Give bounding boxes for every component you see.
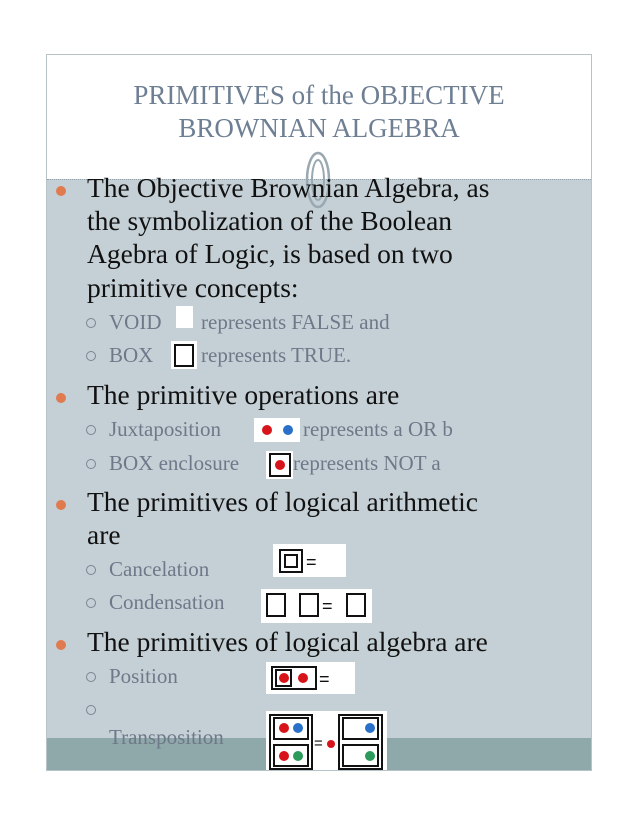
red-dot-icon <box>275 460 285 470</box>
green-dot-icon <box>293 751 303 761</box>
bullet-icon <box>56 500 66 510</box>
red-dot-icon <box>262 425 272 435</box>
bullet-icon <box>56 186 66 196</box>
bullet-4-line-1: The primitives of logical algebra are <box>87 626 488 657</box>
box-text: represents TRUE. <box>201 343 352 367</box>
slide <box>46 54 592 771</box>
juxtaposition-label: Juxtaposition <box>109 417 222 441</box>
condensation-label: Condensation <box>109 590 225 614</box>
bullet-1-line-3: Agebra of Logic, is based on two <box>87 238 453 269</box>
sub-bullet-icon <box>86 351 96 361</box>
equals-sign: = <box>306 552 317 572</box>
juxtaposition-symbol <box>254 418 300 442</box>
sub-bullet-icon <box>86 425 96 435</box>
bullet-icon <box>56 640 66 650</box>
bullet-3-line-2: are <box>87 519 121 550</box>
box-symbol <box>174 344 194 367</box>
position-label: Position <box>109 664 178 688</box>
void-label: VOID <box>109 310 162 334</box>
green-dot-icon <box>365 751 375 761</box>
bullet-1-line-4: primitive concepts: <box>87 272 299 303</box>
inner-box-icon <box>284 554 298 568</box>
bullet-2-line-1: The primitive operations are <box>87 379 400 410</box>
sub-bullet-icon <box>86 598 96 608</box>
equals-sign: = <box>322 596 333 616</box>
box-icon <box>299 593 319 617</box>
bullet-1-line-2: the symbolization of the Boolean <box>87 205 453 236</box>
equals-sign: = <box>314 735 323 752</box>
bullet-icon <box>56 393 66 403</box>
box-icon <box>346 593 366 617</box>
bullet-1-line-1: The Objective Brownian Algebra, as <box>87 172 490 203</box>
red-dot-icon <box>327 740 335 748</box>
slide-title-line-1: PRIMITIVES of the OBJECTIVE <box>133 80 505 110</box>
box-icon <box>266 593 286 617</box>
blue-dot-icon <box>293 723 303 733</box>
blue-dot-icon <box>283 425 293 435</box>
red-dot-icon <box>279 751 289 761</box>
bullet-3-line-1: The primitives of logical arithmetic <box>87 486 478 517</box>
red-dot-icon <box>279 723 289 733</box>
sub-bullet-icon <box>86 705 96 715</box>
transposition-label: Transposition <box>109 725 224 749</box>
juxtaposition-text: represents a OR b <box>303 417 453 441</box>
sub-bullet-icon <box>86 565 96 575</box>
cancelation-label: Cancelation <box>109 557 210 581</box>
red-dot-icon <box>279 673 289 683</box>
enclosure-text: represents NOT a <box>293 451 441 475</box>
sub-bullet-icon <box>86 459 96 469</box>
enclosure-label: BOX enclosure <box>109 451 240 475</box>
red-dot-icon <box>298 673 308 683</box>
void-symbol <box>176 306 193 328</box>
equals-sign: = <box>319 669 330 689</box>
void-text: represents FALSE and <box>201 310 390 334</box>
slide-title-line-2: BROWNIAN ALGEBRA <box>178 113 460 143</box>
blue-dot-icon <box>365 723 375 733</box>
box-label: BOX <box>109 343 154 367</box>
sub-bullet-icon <box>86 672 96 682</box>
sub-bullet-icon <box>86 318 96 328</box>
